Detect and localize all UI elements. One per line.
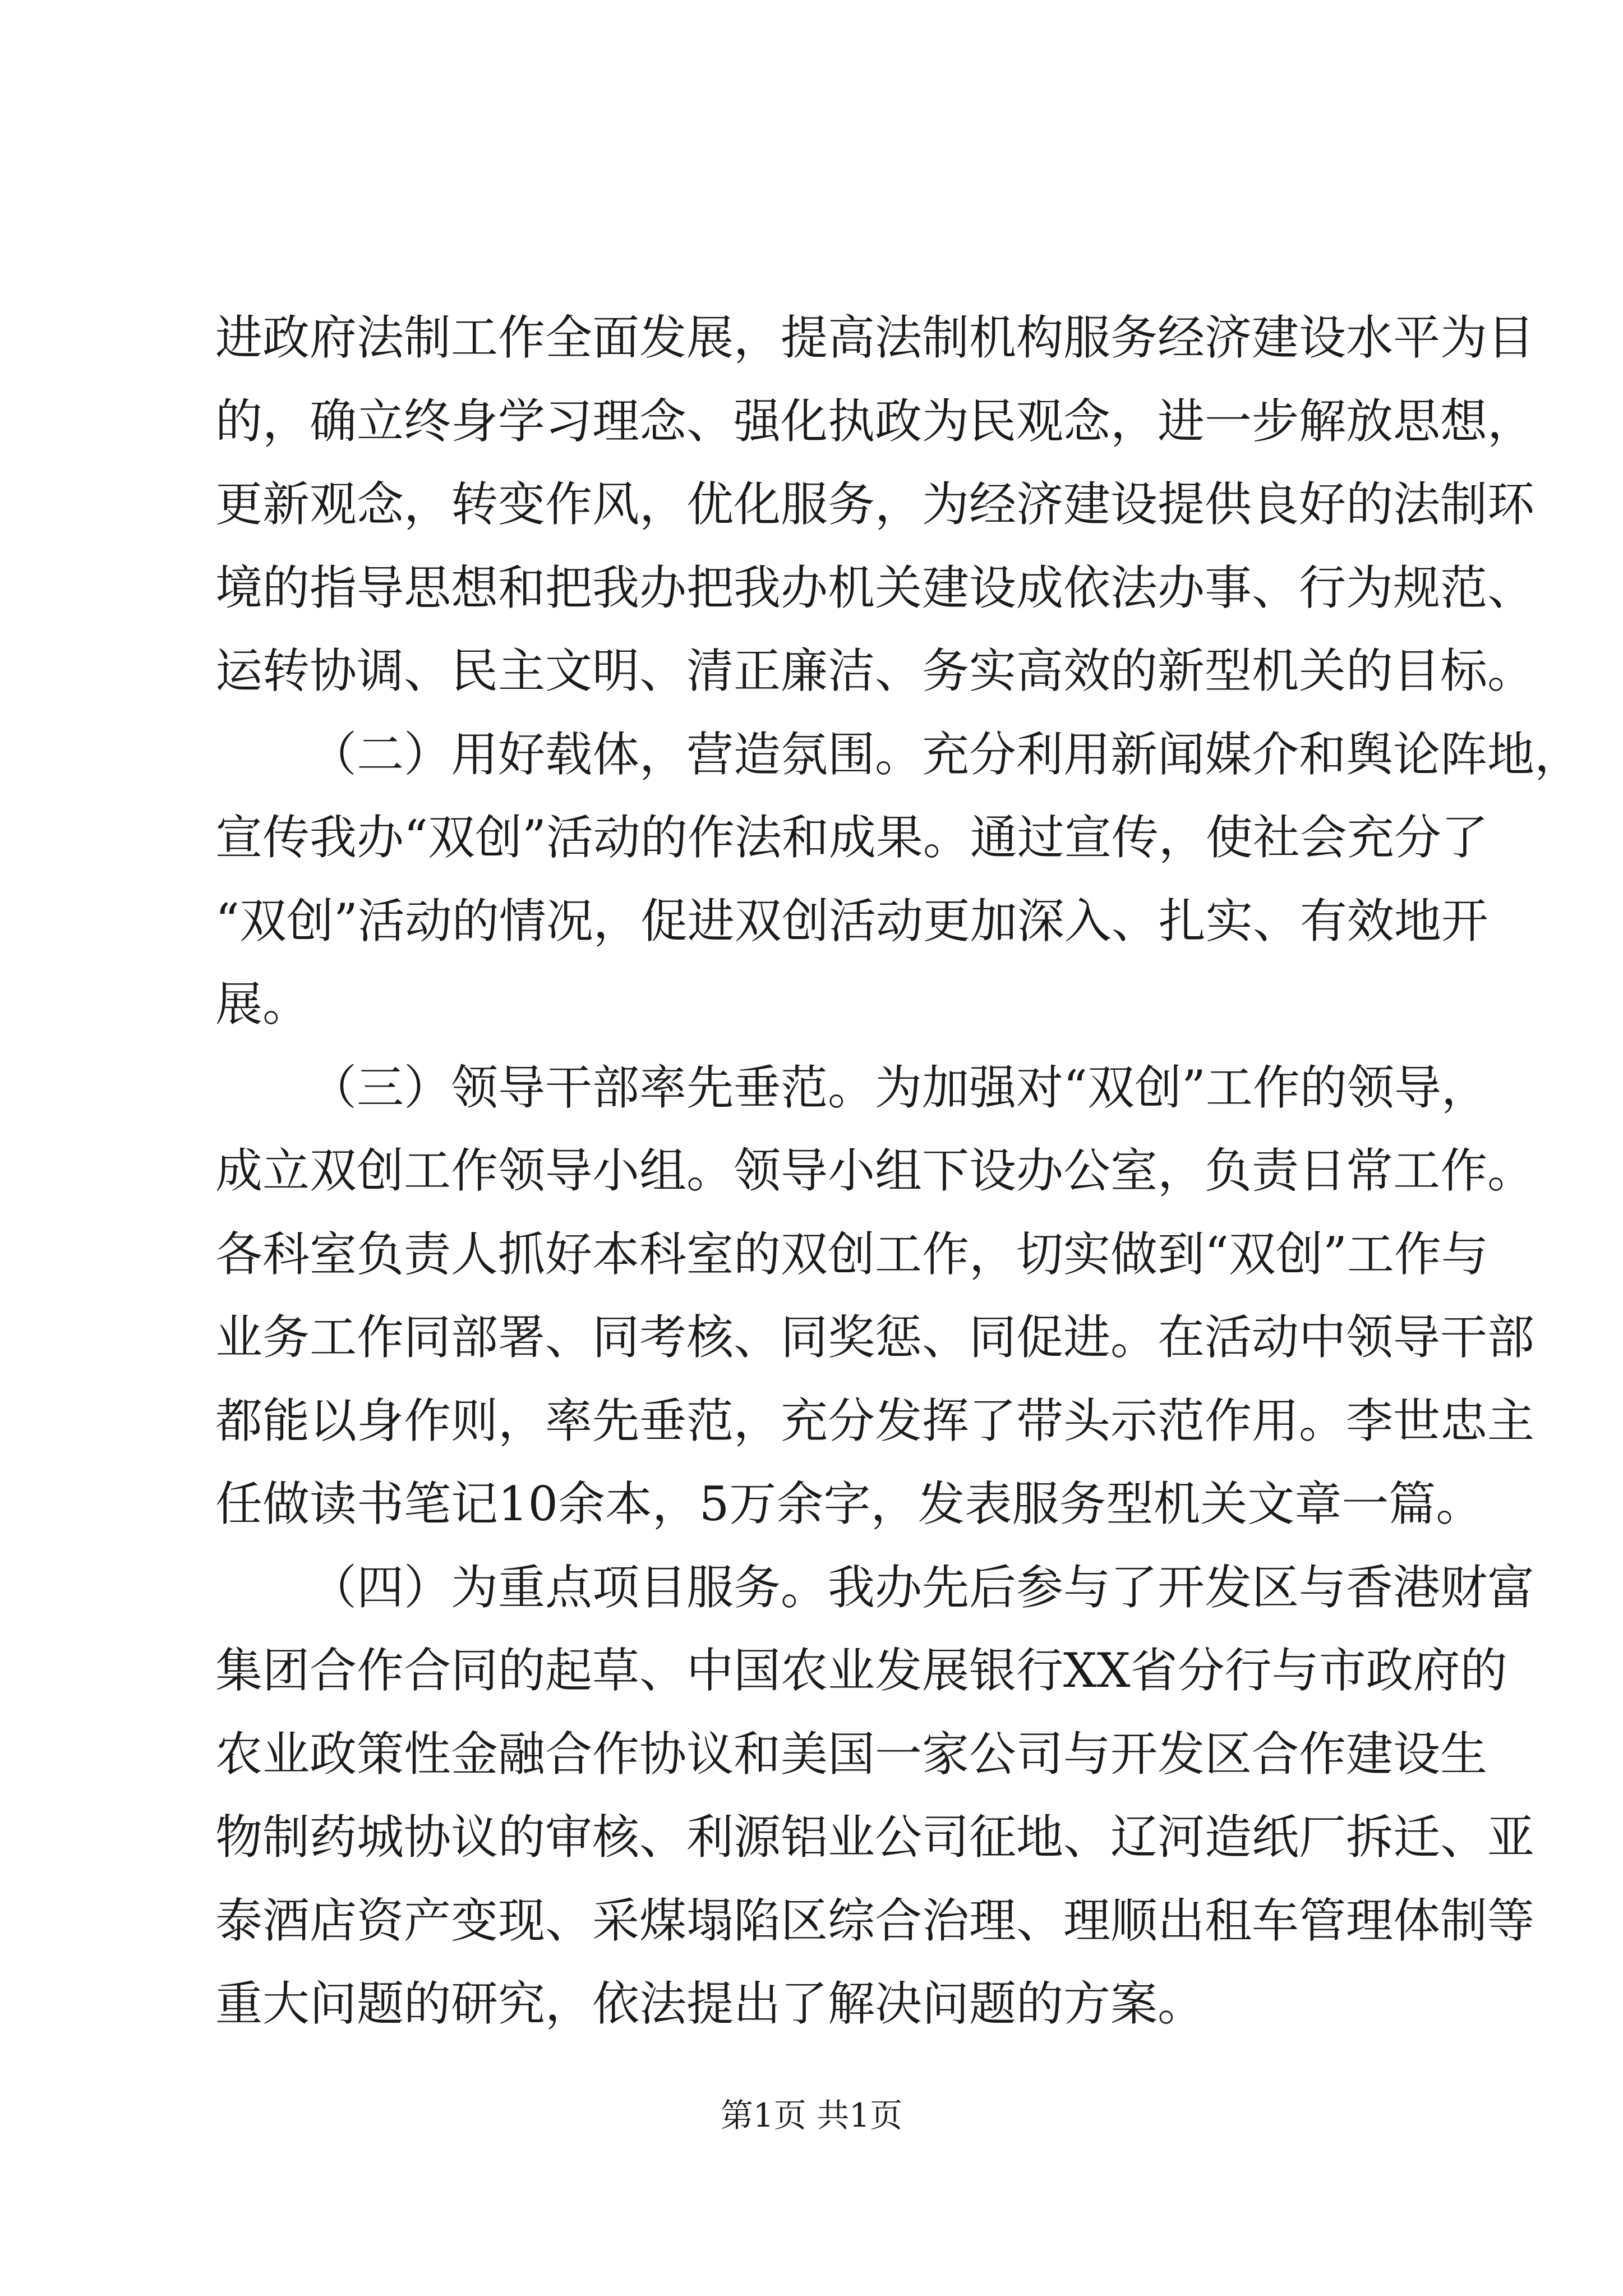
body-line: 各科室负责人抓好本科室的双创工作，切实做到“双创”工作与 — [215, 1227, 1488, 1282]
paragraph-4-first-line: （四）为重点项目服务。我办先后参与了开发区与香港财富 — [310, 1560, 1535, 1615]
page-number-footer: 第1页 共1页 — [720, 2096, 903, 2134]
body-line: 重大问题的研究，依法提出了解决问题的方案。 — [215, 1976, 1205, 2031]
body-line: 农业政策性金融合作协议和美国一家公司与开发区合作建设生 — [215, 1727, 1488, 1782]
body-line: 运转协调、民主文明、清正廉洁、务实高效的新型机关的目标。 — [215, 643, 1535, 698]
body-line: 集团合作合同的起草、中国农业发展银行XX省分行与市政府的 — [215, 1643, 1507, 1698]
body-line: “双创”活动的情况，促进双创活动更加深入、扎实、有效地开 — [215, 894, 1488, 949]
body-line: 泰酒店资产变现、采煤塌陷区综合治理、理顺出租车管理体制等 — [215, 1893, 1535, 1948]
body-line: 都能以身作则，率先垂范，充分发挥了带头示范作用。李世忠主 — [215, 1393, 1535, 1448]
body-line: 宣传我办“双创”活动的作法和成果。通过宣传，使社会充分了 — [215, 810, 1488, 865]
body-line: 更新观念，转变作风，优化服务，为经济建设提供良好的法制环 — [215, 477, 1535, 532]
body-line: 业务工作同部署、同考核、同奖惩、同促进。在活动中领导干部 — [215, 1310, 1535, 1365]
body-line: 物制药城协议的审核、利源铝业公司征地、辽河造纸厂拆迁、亚 — [215, 1810, 1535, 1865]
body-line: 进政府法制工作全面发展，提高法制机构服务经济建设水平为目 — [215, 310, 1535, 365]
paragraph-2-first-line: （二）用好载体，营造氛围。充分利用新闻媒介和舆论阵地， — [310, 727, 1582, 782]
body-line: 展。 — [215, 977, 310, 1032]
body-line: 境的指导思想和把我办把我办机关建设成依法办事、行为规范、 — [215, 560, 1535, 615]
paragraph-3-first-line: （三）领导干部率先垂范。为加强对“双创”工作的领导， — [310, 1060, 1488, 1115]
body-line: 的，确立终身学习理念、强化执政为民观念，进一步解放思想， — [215, 394, 1535, 449]
body-line: 成立双创工作领导小组。领导小组下设办公室，负责日常工作。 — [215, 1143, 1535, 1198]
body-line: 任做读书笔记10余本，5万余字，发表服务型机关文章一篇。 — [215, 1476, 1483, 1531]
